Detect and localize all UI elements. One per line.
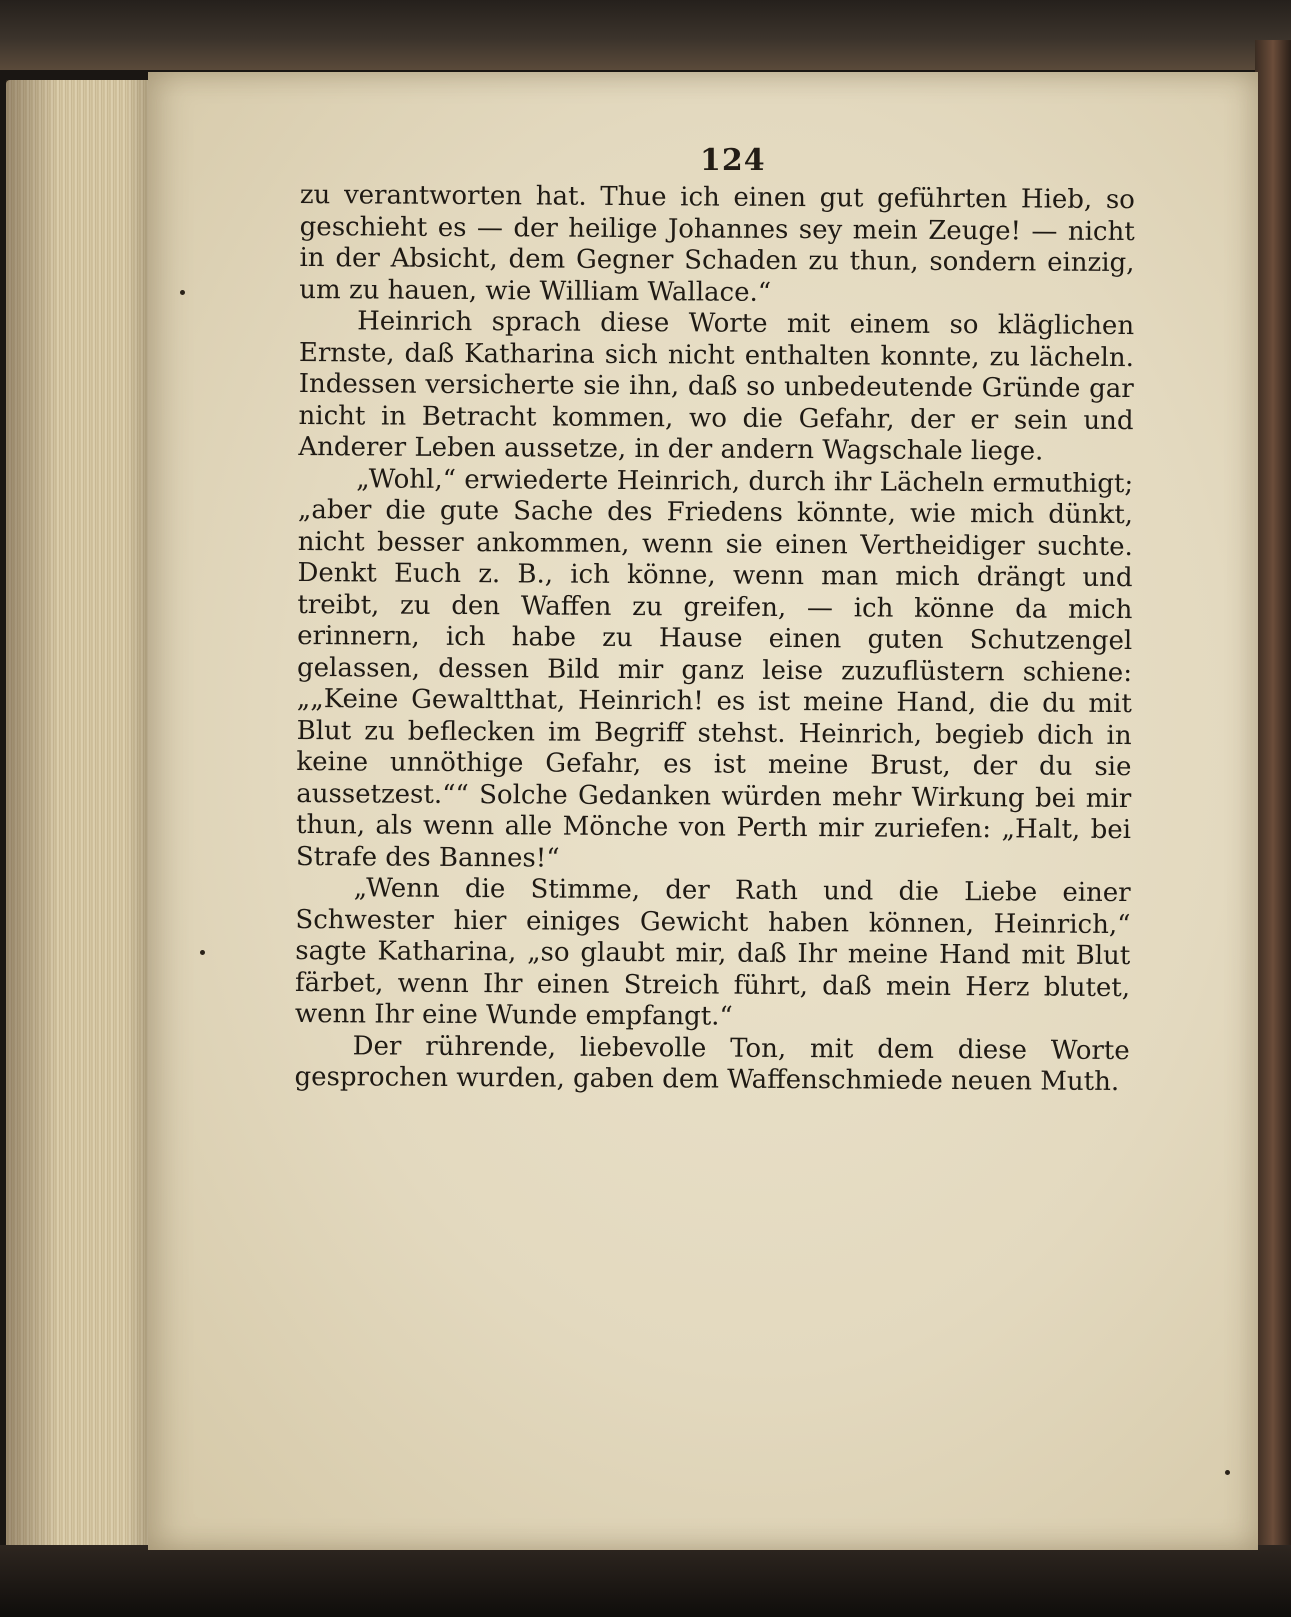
ink-speck xyxy=(1225,1470,1230,1475)
page-stack-shadow xyxy=(6,80,156,1560)
ink-speck xyxy=(200,950,205,955)
page-number: 124 xyxy=(700,143,766,178)
paragraph: Heinrich sprach diese Worte mit einem so kläglichen Ernste, daß Katharina sich nicht enthalten konnte, zu lächeln. Indessen versicherte sie ihn, daß so unbedeutende Gründe gar nicht in Betracht kommen, wo die Gefahr, der er sein und Anderer Leben aussetze, in der andern Wagschale liege. xyxy=(298,306,1135,467)
paragraph: „Wohl,“ erwiederte Heinrich, durch ihr Lächeln ermuthigt; „aber die gute Sache des Friedens könnte, wie mich dünkt, nicht besser ankommen, wenn sie einen Vertheidiger suchte. Denkt Euch z. B., ich könne, wenn man mich drängt und treibt, zu den Waffen zu greifen, — ich könne da mich erinnern, ich habe zu Hause einen guten Schutzengel gelassen, dessen Bild mir ganz leise zuzuflüstern schiene: „„Keine Gewaltthat, Heinrich! es ist meine Hand, die du mit Blut zu beflecken im Begriff stehst. Heinrich, begieb dich in keine unnöthige Gefahr, es ist meine Brust, der du sie aussetzest.““ Solche Gedanken würden mehr Wirkung bei mir thun, als wenn alle Mönche von Perth mir zuriefen: „Halt, bei Strafe des Bannes!“ xyxy=(295,463,1134,874)
binding-bottom xyxy=(0,1545,1291,1617)
cover-edge xyxy=(1255,40,1291,1560)
paragraph: „Wenn die Stimme, der Rath und die Liebe einer Schwester hier einiges Gewicht haben können, Heinrich,“ sagte Katharina, „so glaubt mir, daß Ihr meine Hand mit Blut färbet, wenn Ihr einen Streich führt, daß mein Herz blutet, wenn Ihr eine Wunde empfangt.“ xyxy=(294,873,1131,1032)
binding-top xyxy=(0,0,1291,70)
page-text xyxy=(294,180,1135,1099)
paragraph: zu verantworten hat. Thue ich einen gut geführten Hieb, so geschieht es — der heilige Johannes sey mein Zeuge! — nicht in der Absicht, dem Gegner Schaden zu thun, sondern einzig, um zu hauen, wie William Wallace.“ xyxy=(299,180,1135,308)
paragraph: Der rührende, liebevolle Ton, mit dem diese Worte gesprochen wurden, gaben dem Waffenschmiede neuen Muth. xyxy=(294,1030,1130,1098)
ink-speck xyxy=(180,290,185,295)
